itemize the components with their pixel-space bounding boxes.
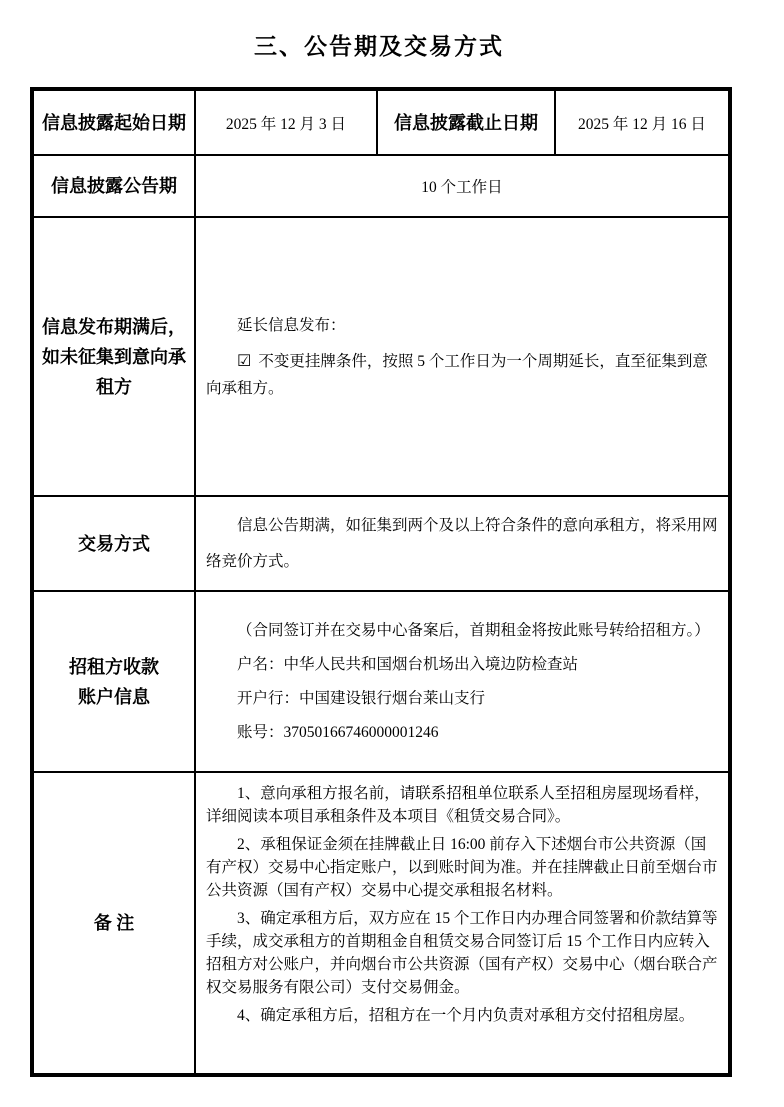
remarks-content	[195, 772, 730, 1075]
account-bank: 开户行：中国建设银行烟台莱山支行	[237, 690, 486, 707]
account-number: 账号：37050166746000001246	[237, 724, 439, 741]
extension-option-row	[206, 348, 718, 402]
table-row-extension	[32, 217, 730, 496]
announcement-table	[30, 87, 732, 1077]
disclosure-period-value: 10 个工作日	[195, 155, 730, 217]
table-row-account-info	[32, 591, 730, 772]
table-row-disclosure-period	[32, 155, 730, 217]
account-info-label	[32, 591, 195, 772]
account-info-label-line: 招租方收款	[69, 656, 159, 677]
disclosure-end-date-label: 信息披露截止日期	[377, 89, 555, 155]
extension-option-text: 不变更挂牌条件，按照 5 个工作日为一个周期延长，直至征集到意向承租方。	[206, 352, 708, 397]
remark-item: 1、意向承租方报名前，请联系招租单位联系人至招租房屋现场看样，详细阅读本项目承租条件及本项目《租赁交易合同》。	[206, 785, 710, 825]
trade-method-text: 信息公告期满，如征集到两个及以上符合条件的意向承租方，将采用网络竞价方式。	[206, 516, 718, 570]
table-row-disclosure-dates	[32, 89, 730, 155]
account-note: （合同签订并在交易中心备案后，首期租金将按此账号转给招租方。）	[237, 622, 710, 639]
disclosure-start-date-value: 2025 年 12 月 3 日	[195, 89, 377, 155]
checked-checkbox-icon: ☑	[237, 352, 252, 370]
disclosure-end-date-value: 2025 年 12 月 16 日	[555, 89, 730, 155]
table-row-trade-method	[32, 496, 730, 591]
extension-intro: 延长信息发布：	[237, 316, 346, 334]
remark-item: 3、确定承租方后，双方应在 15 个工作日内办理合同签署和价款结算等手续，成交承租方的首期租金自租赁交易合同签订后 15 个工作日内应转入招租方对公账户，并向烟台市公共资源（国有产权）交易中心（烟台联合产权交易服务有限公司）支付交易佣金。	[206, 910, 718, 996]
extension-label-line: 如未征集到意向承	[42, 346, 186, 367]
account-info-content	[195, 591, 730, 772]
extension-label-line: 信息发布期满后，	[42, 316, 186, 337]
account-name: 户名：中华人民共和国烟台机场出入境边防检查站	[237, 656, 579, 673]
remarks-label: 备 注	[32, 772, 195, 1075]
account-info-label-line: 账户信息	[78, 686, 150, 707]
disclosure-period-label: 信息披露公告期	[32, 155, 195, 217]
trade-method-content	[195, 496, 730, 591]
extension-label	[32, 217, 195, 496]
trade-method-label: 交易方式	[32, 496, 195, 591]
table-row-remarks	[32, 772, 730, 1075]
disclosure-start-date-label: 信息披露起始日期	[32, 89, 195, 155]
extension-content	[195, 217, 730, 496]
remark-item: 2、承租保证金须在挂牌截止日 16:00 前存入下述烟台市公共资源（国有产权）交易中心指定账户，以到账时间为准。并在挂牌截止日前至烟台市公共资源（国有产权）交易中心提交承租报名材料。	[206, 836, 718, 899]
extension-label-line: 租方	[96, 376, 132, 397]
remark-item: 4、确定承租方后，招租方在一个月内负责对承租方交付招租房屋。	[237, 1007, 695, 1024]
page-title: 三、公告期及交易方式	[254, 34, 504, 59]
